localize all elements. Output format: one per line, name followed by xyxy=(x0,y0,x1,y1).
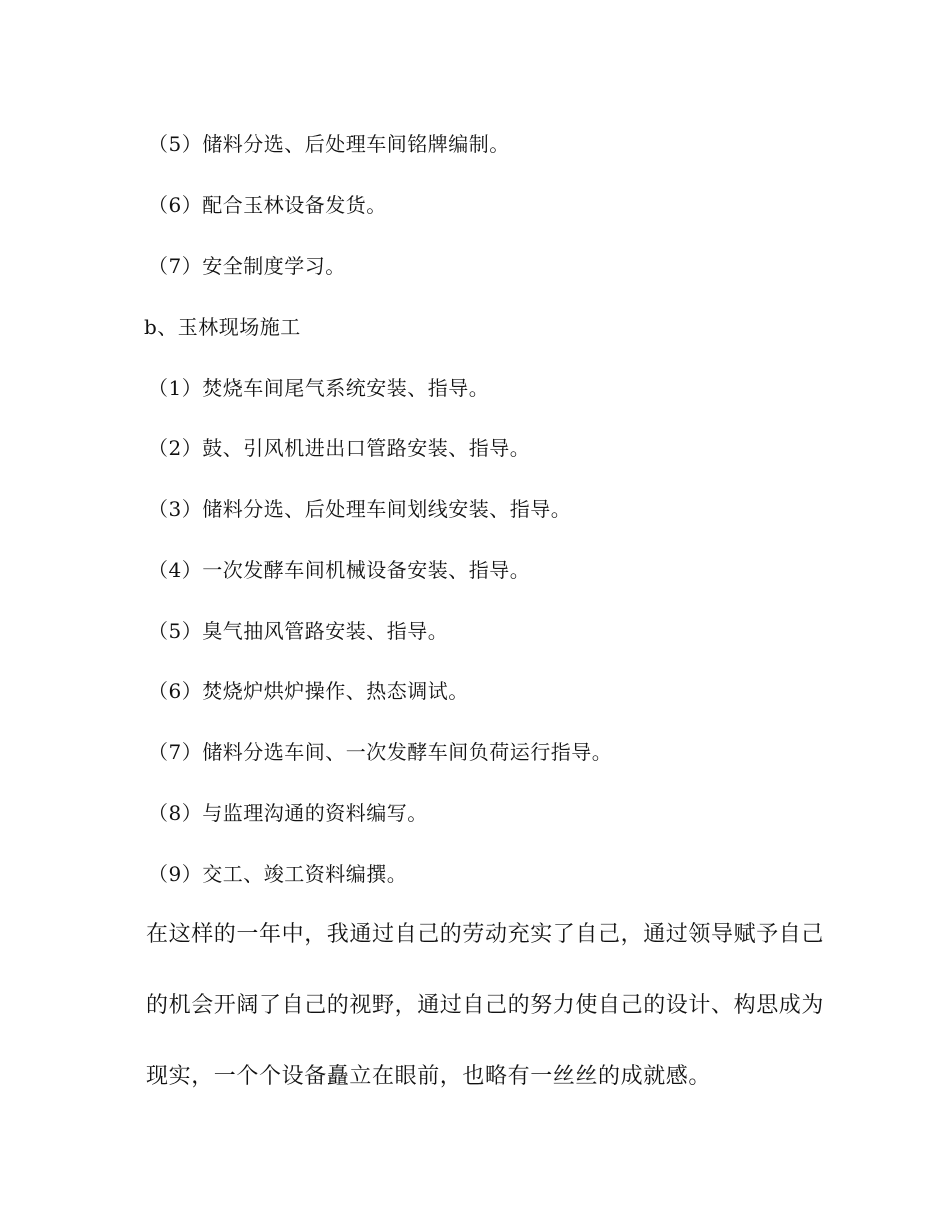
summary-paragraph-line: 在这样的一年中，我通过自己的劳动充实了自己，通过领导赋予自己 xyxy=(146,922,825,947)
list-item: （6）配合玉林设备发货。 xyxy=(148,193,387,217)
list-item: （1）焚烧车间尾气系统安装、指导。 xyxy=(148,376,490,400)
list-item: （2）鼓、引风机进出口管路安装、指导。 xyxy=(148,436,531,460)
list-item: （5）储料分选、后处理车间铭牌编制。 xyxy=(148,132,510,156)
list-item: （7）储料分选车间、一次发酵车间负荷运行指导。 xyxy=(148,740,613,764)
list-item: （5）臭气抽风管路安装、指导。 xyxy=(148,619,449,643)
list-item: （4）一次发酵车间机械设备安装、指导。 xyxy=(148,558,531,582)
list-item: （9）交工、竣工资料编撰。 xyxy=(148,862,408,886)
list-item: （8）与监理沟通的资料编写。 xyxy=(148,801,428,825)
summary-paragraph-line: 的机会开阔了自己的视野，通过自己的努力使自己的设计、构思成为 xyxy=(146,993,825,1018)
list-item: （3）储料分选、后处理车间划线安装、指导。 xyxy=(148,497,572,521)
summary-paragraph-line: 现实，一个个设备矗立在眼前，也略有一丝丝的成就感。 xyxy=(146,1064,712,1089)
list-item: （6）焚烧炉烘炉操作、热态调试。 xyxy=(148,679,469,703)
list-item: （7）安全制度学习。 xyxy=(148,254,346,278)
section-heading: b、玉林现场施工 xyxy=(144,315,301,339)
